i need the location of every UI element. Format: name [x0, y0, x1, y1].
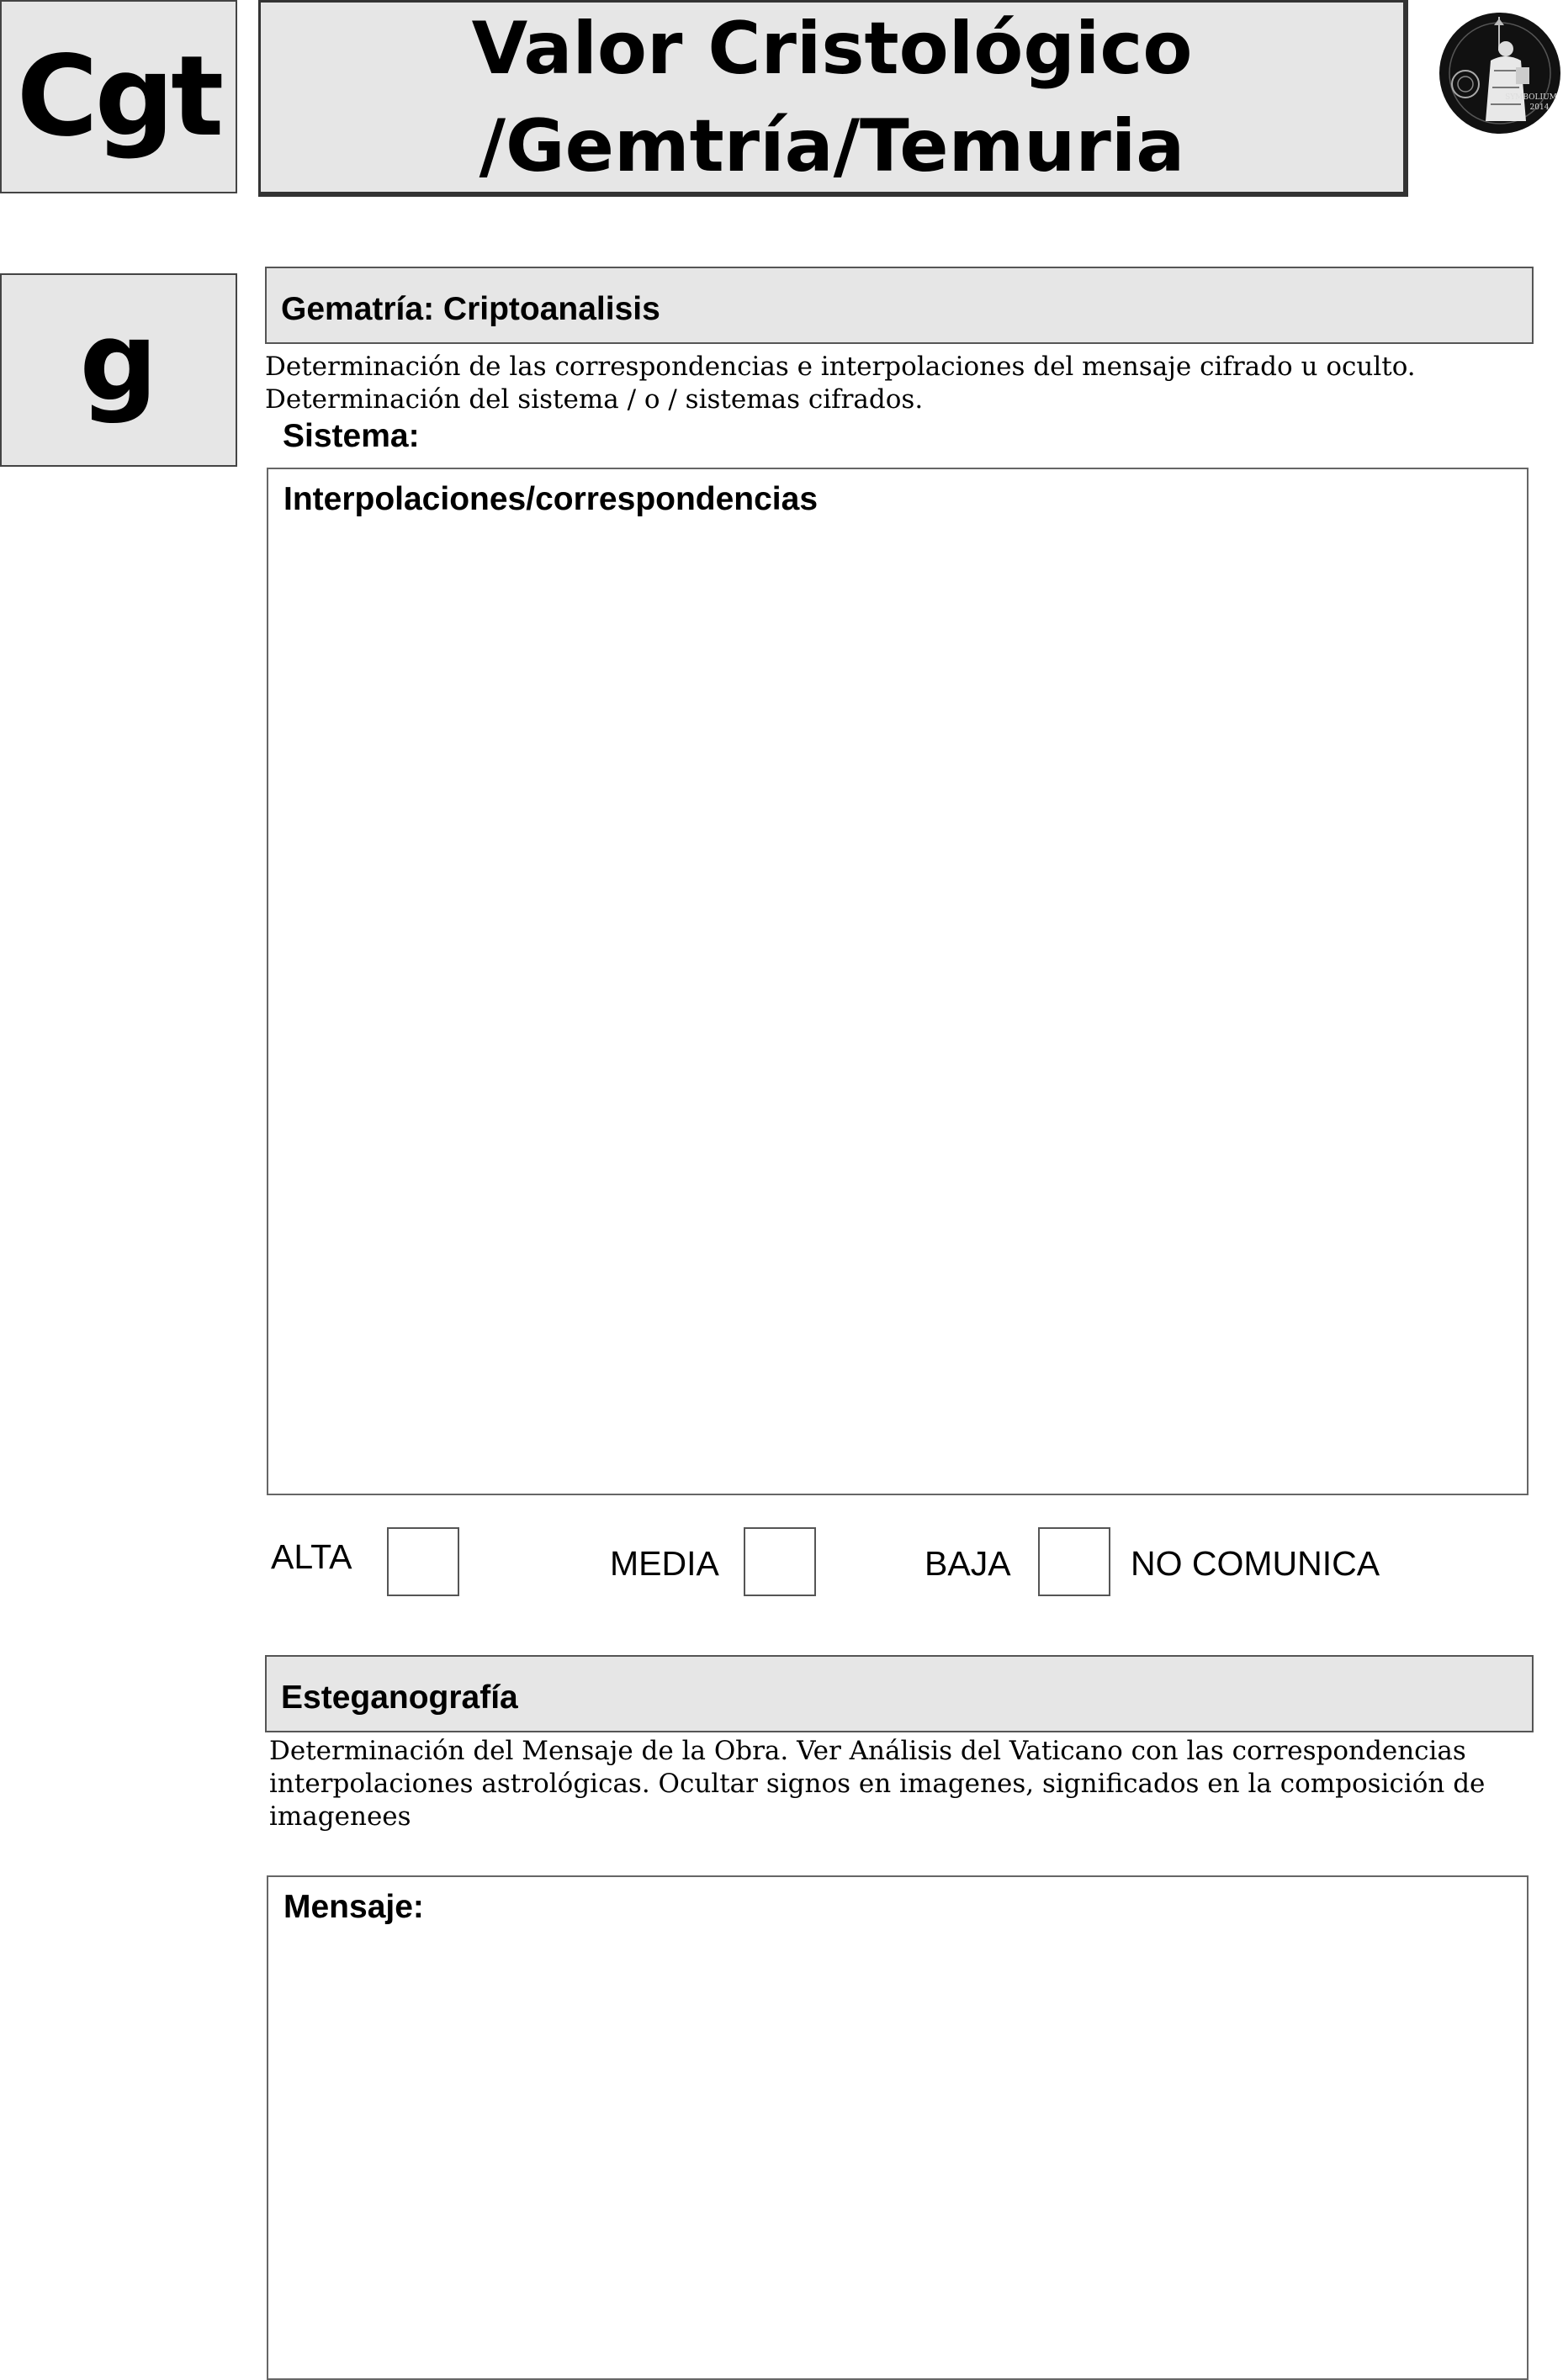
gematria-desc-line-2: Determinación del sistema / o / sistemas cifrados.: [265, 384, 924, 415]
section-letter-box: [0, 273, 237, 467]
section-letter: g: [79, 298, 158, 426]
rating-media-checkbox[interactable]: [744, 1527, 816, 1596]
interpolaciones-field[interactable]: [267, 468, 1529, 1495]
esteganografia-title: Esteganografía: [281, 1679, 518, 1716]
code-label: Cgt: [16, 32, 221, 161]
rating-alta-label: ALTA: [271, 1537, 352, 1576]
rating-no-comunica-label: NO COMUNICA: [1131, 1544, 1380, 1583]
seal-text-1: SYMBOLIUM: [1505, 93, 1557, 102]
rating-alta-checkbox[interactable]: [387, 1527, 459, 1596]
gematria-title: Gematría: Criptoanalisis: [281, 291, 660, 327]
interpolaciones-label: Interpolaciones/correspondencias: [283, 481, 819, 517]
title-line-1: Valor Cristológico: [471, 6, 1193, 91]
page-title: [258, 0, 1408, 197]
esteganografia-header: [265, 1655, 1534, 1732]
esteganografia-description: Determinación del Mensaje de la Obra. Ver Análisis del Vaticano con las correspondencias interpolaciones astrológicas. Ocultar signos en imagenes, significados en la composición de imagenees: [269, 1736, 1486, 1832]
mensaje-label: Mensaje:: [283, 1889, 424, 1925]
title-line-2: /Gemtría/Temuria: [479, 103, 1185, 188]
gematria-desc-line-1: Determinación de las correspondencias e interpolaciones del mensaje cifrado u oculto.: [265, 352, 1416, 382]
seal-text-2: 2014: [1529, 103, 1550, 112]
rating-baja-checkbox[interactable]: [1038, 1527, 1110, 1596]
sistema-label: Sistema:: [283, 418, 420, 454]
rating-baja-label: BAJA: [925, 1544, 1011, 1583]
symbolium-seal-logo: [1438, 12, 1561, 135]
gematria-header: [265, 267, 1534, 344]
gematria-description: [265, 351, 1552, 416]
code-box: [0, 0, 237, 193]
rating-media-label: MEDIA: [610, 1544, 719, 1583]
mensaje-field[interactable]: [267, 1875, 1529, 2380]
